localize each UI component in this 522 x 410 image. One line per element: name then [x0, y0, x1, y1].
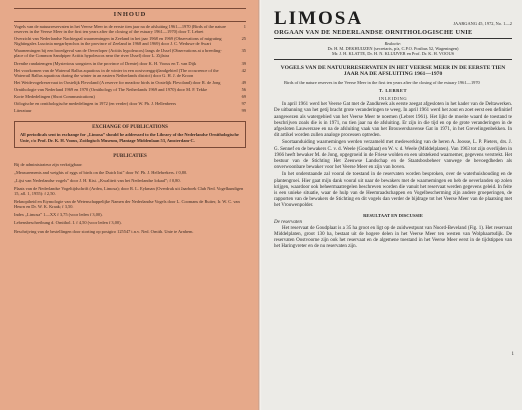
results-heading: RESULTAAT EN DISCUSSIE: [363, 212, 423, 218]
toc-entry: [14, 87, 246, 92]
toc-entry: [14, 80, 246, 85]
editor-line: Dr. H. M. DEKHUIJZEN (secretaris, p/a, C.P.O. Postbus 52, Wageningen): [327, 46, 459, 51]
intro-heading: INLEIDING: [378, 96, 408, 102]
article-paragraph: In het onderstaande zal vooral de toestand in de reservaten worden besproken, over de waterhuishouding en de plantengroei. Hier gaat mijn dank vooral uit naar de bewakers met de waarnemingen en heb de oeverlanden op zolen krijgen, waardoor ook beheermaatregelen beschreven worden die vanuit het reservaat werden gegevens geleid. In feite is een unieke situatie, waar de hulp van de Heemraadschappen en Vogelbescherming zijn andere groeperingen, de rapporten van de bewakers de Stichting en dit vogels dan verder de bijdrage tot het Veerse Meer van de plaatsing met het Vrouwenpolder.: [274, 172, 512, 209]
divider: [14, 21, 246, 22]
toc-entry-title: Literatuur: [14, 108, 32, 114]
article-paragraph: In april 1961 werd het Veerse Gat met de Zandkreek als eerste zeegat afgesloten in het kader van de Deltawerken. De uitbanning van het getij bracht grote veranderingen te weeg. In april 1961 werd het zout en zoet eerst een definitief aangewezen als watergebied van het Veerse Meer te noemen (Lebret 1961). Het lijkt de moeite waard de toestand te beschrijven zoals die is in 1971, nu tien jaar na de afsluiting. Er zijn in die tijd en op de grote veranderingen in de afgesloten Lauwerszee en na de afsluiting vaak van het Brouwershavense Gat in 1971, in het Grevelingenbekken. In dit artikel worden zullen analoge processen optreden.: [274, 102, 512, 139]
toc-entry-title: Het Weidevogelreservaat in Oostelijk Flevoland (A reserve for meadow birds in Oostelijk Flevoland) door R. de Jong: [14, 79, 221, 85]
journal-header: [274, 8, 512, 30]
divider: [274, 38, 512, 39]
toc-entry-page: 25: [241, 36, 246, 42]
toc-entry-title: Drenthe randaiemgen (Mysterious songsters in the province of Drente) door K. H. Voous en T. van Dijk: [14, 60, 197, 66]
toc-entry-title: Vogels van de natuurreservaten in het Veerse Meer in de eerste tien jaar na de afsluiting 1961—1970 (Birds of the nature reserves in the Veerse Meer in the first ten years after the closing of the estuary 1961—1970) door T. Lebret: [14, 24, 226, 35]
publication-item: Bij de administrateur zijn verkrijgbaar:: [14, 161, 83, 167]
toc-entry-page: 97: [241, 101, 246, 107]
toc-entry-title: Het voorkomen van de Waterral Rallus aquaticus in de winter in een oostvoerggrijlandgebied (The occurrence of the Waterrail Rallus aquaticus during the winter in an eastern Netherlands district) door G. H. J. de Kroon: [14, 67, 219, 78]
toc-entry: [14, 68, 246, 78]
journal-subtitle: ORGAAN VAN DE NEDERLANDSE ORNITHOLOGISCHE UNIE: [274, 29, 473, 36]
exchange-heading: EXCHANGE OF PUBLICATIONS: [92, 125, 168, 131]
publication-item: „Lijst van Nederlandse vogels” door J. H. Kist. „Kwaliteit van het Nederlandse lokaal”; f 0,80.: [14, 177, 181, 183]
publication-item: „Measurements and weights of eggs of birds on the Dutch list” door W. Ph. J. Hellebrekers. f 0,80.: [14, 169, 188, 175]
article-title: VOGELS VAN DE NATUURRESERVATEN IN HET VEERSE MEER IN DE EERSTE TIEN JAAR NA DE AFSLUITING 1961—1970: [280, 64, 506, 77]
toc-entry-page: 69: [241, 94, 246, 100]
left-page: [0, 0, 260, 410]
publications-heading: PUBLICATIES: [113, 153, 147, 159]
toc-entry-title: Korte Mededelingen (Short Communications): [14, 94, 95, 100]
editor-line: Mr. J. H. KLATTE, Dr. H. N. KLUIJVER en Prof. Dr. K. H. VOOUS: [331, 51, 455, 57]
divider: [14, 8, 246, 9]
toc-entry: [14, 24, 246, 34]
editors-heading: Redactie:: [384, 41, 402, 46]
toc-entry-page: 1: [243, 24, 246, 29]
toc-entry-page: 42: [241, 67, 246, 73]
right-page: [262, 0, 522, 410]
toc-entry-page: 39: [241, 60, 246, 66]
publication-item: Index „Limosa” 1—XX f 3,75 (voor leden f 3,00).: [14, 212, 103, 218]
toc-entry: [14, 108, 246, 113]
toc-entry: [14, 36, 246, 46]
toc-entry: [14, 61, 246, 66]
toc-entry-title: Ornithologie van Nederland 1969 en 1970 (Ornithology of The Netherlands 1969 and 1970) door M. F. Tekke: [14, 86, 208, 92]
publication-item: Beknoptheid en Etymologie van de Wetenschappelijke Namen der Nederlandse Vogels door L. Coomans de Ruiter, Ir. W. C. van Heurn en Dr. W. K. Kraak; f 3,50.: [14, 199, 240, 210]
exchange-box: [14, 121, 246, 147]
table-of-contents: [14, 24, 246, 113]
publication-item: Lebensbeschreibung d. Ornithol. I. f 4,50 (voor leden f 3,00).: [14, 220, 122, 226]
toc-entry-title: Waarnemingen bij een broedgeval van de Oeverloper (Actitis hypoleucos) langs de IJssel (Observations at a breeding-place of the Common Sandpiper Actitis hypoleucos near the river IJssel) door L. Zijlstra: [14, 48, 222, 59]
toc-entry-page: 49: [241, 79, 246, 85]
exchange-body: All periodicals sent in exchange for „Limosa” should be addressed to the Library of the Nederlandse Ornithologische Unie, c/o Prof. Dr. K. H. Voous, Zoölogisch Museum, Plantage Middenlaan 53, Amsterdam-C.: [20, 132, 239, 143]
divider: [274, 59, 512, 60]
publications-section: [14, 154, 246, 234]
article-abstract: Birds of the nature reserves in the Veerse Meer in the first ten years after the closing of the estuary 1961—1970: [284, 80, 480, 85]
publication-item: Beschrijving van de bestellingen door storting op postgiro 125547 t.n.v. Ned. Ornith. Unie te Arnhem.: [14, 228, 194, 234]
editors-list: [274, 46, 512, 57]
toc-entry-page: 99: [241, 108, 246, 114]
results-paragraph: Het reservaat de Goudplaat is a 35 ha groot en ligt op de zuidwestpunt van Noord-Beveland (Fig. 1). Het reservaat Middelplaten, groot 130 ha, bestaat uit de hogere delen in het Veerse Meer ten westen van Wolphaartsdijk. De reservaten Oostvoorne zijn ook het reservaat en de algemene toestand in het Veerse Meer eerst in de tijdstippen van het Haringvreter en de nu reservaten zijn.: [274, 225, 512, 250]
toc-entry: [14, 48, 246, 58]
contents-title: INHOUD: [113, 11, 147, 18]
reserves-subheading: De reservaten: [274, 219, 302, 225]
page-number: 1: [511, 352, 514, 357]
toc-entry: [14, 101, 246, 106]
publication-item: Plaats van de Nederlandse Vogeltijdschrift (Ardea, Limosa); door R. L. Eykman (Overdruk uit Jaarboek Club Ned. Vogelkundigen 15, afl. 1, 1955): f 2,50.: [14, 186, 244, 197]
article-author: T. LEBRET: [378, 88, 408, 94]
toc-entry-page: 56: [241, 86, 246, 92]
volume-info: JAARGANG 45, 1972, No. 1—2: [453, 21, 512, 26]
journal-title: LIMOSA: [274, 8, 364, 29]
toc-entry: [14, 94, 246, 99]
toc-entry-title: Oölogische en ornithologische mededelingen in 1972 (en verder) door W. Ph. J. Hellenbeers: [14, 101, 177, 107]
toc-entry-page: 35: [241, 48, 246, 54]
toc-entry-title: Overzicht van Nederlandse Nachtegaal waarnemingen in Zeeland in het jaar 1968 en 1969 (Observations of migrating Nightingales Luscinia megarhynchos in the province of Zeeland in 1968 and 1969) door J. C. Weduwe de Swart: [14, 36, 222, 47]
article-paragraph: Soortaanduiding waarnemingen werden verzameld met medewerking van de heren A. Joosse, L. P. Pieters, drs. J. G. Sennef en de bewakers C. v. d. Weele (Goudplaat) en W. v. d. Weele (Middelplaten). Van 1963 tot zijn overlijden in 1966 heeft bewaker M. de Jong, opgegroeid in de Friese wolden en een uitstekend waarnemer, gegevens verstrekt. Het bestuur van de Stichting Het Zeeuwse Landschap en de Staatsbosbeheer vanwege de bevoegdheden als onverwoonbare bewaker voor het Veerse Meer en zijn van boven.: [274, 140, 512, 171]
